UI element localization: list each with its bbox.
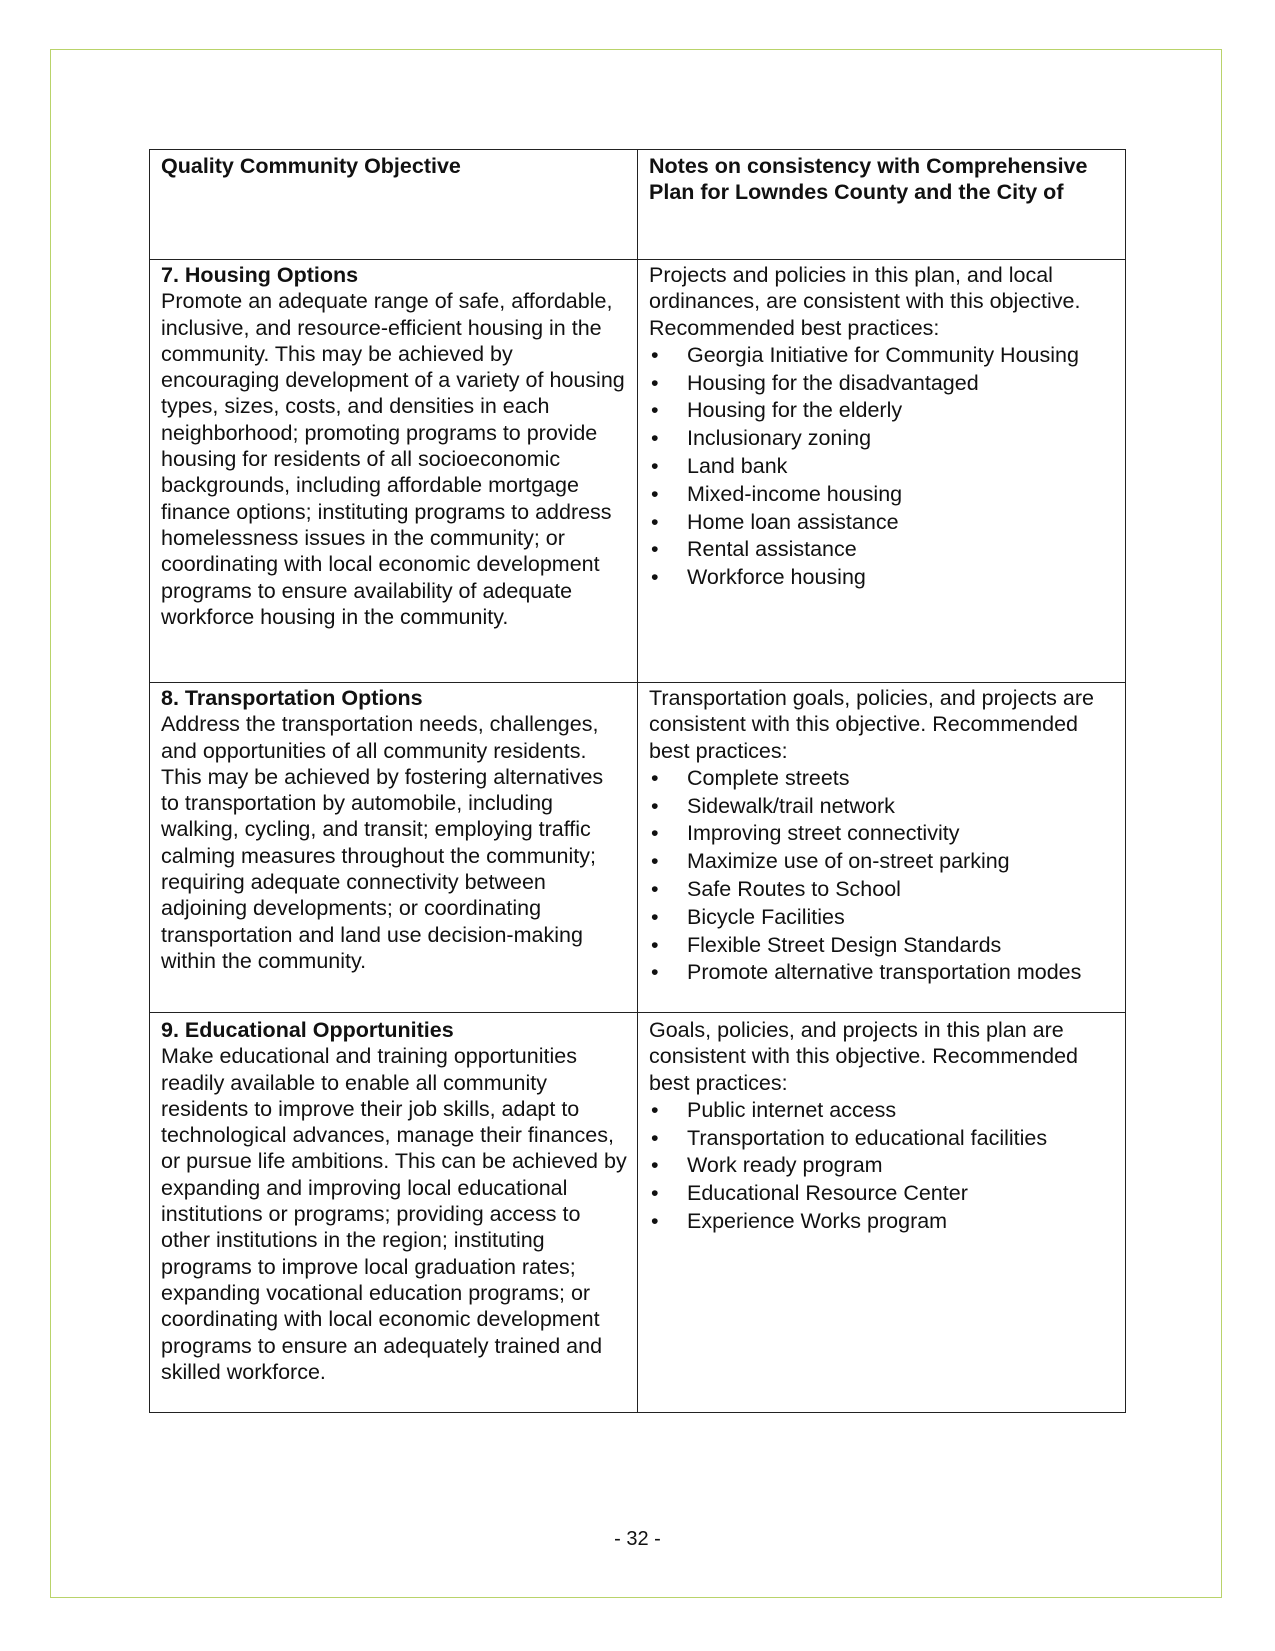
notes-cell (638, 1013, 1126, 1413)
notes-text: Projects and policies in this plan, and local ordinances, are consistent with this objective. Recommended best practices: (649, 263, 1081, 340)
notes-cell (638, 260, 1126, 683)
table-row (150, 1013, 1126, 1413)
list-item: • Georgia Initiative for Community Housing (649, 342, 1115, 370)
best-practices-list (649, 342, 1115, 592)
list-item: • Sidewalk/trail network (649, 793, 1115, 821)
notes-text: Goals, policies, and projects in this plan are consistent with this objective. Recommended best practices: (649, 1018, 1079, 1095)
list-item: • Experience Works program (649, 1208, 1115, 1236)
best-practices-list (649, 1097, 1115, 1236)
list-item: • Public internet access (649, 1097, 1115, 1125)
header-objective: Quality Community Objective (150, 150, 638, 260)
list-item: • Bicycle Facilities (649, 904, 1115, 932)
table-row (150, 260, 1126, 683)
list-item: • Land bank (649, 453, 1115, 481)
list-item: • Rental assistance (649, 536, 1115, 564)
list-item: • Housing for the disadvantaged (649, 370, 1115, 398)
list-item: • Transportation to educational facilities (649, 1125, 1115, 1153)
notes-text: Transportation goals, policies, and projects are consistent with this objective. Recommended best practices: (649, 686, 1094, 763)
objective-title: 7. Housing Options (161, 263, 359, 287)
list-item: • Workforce housing (649, 564, 1115, 592)
objective-cell (150, 260, 638, 683)
list-item: • Complete streets (649, 765, 1115, 793)
list-item: • Improving street connectivity (649, 820, 1115, 848)
objective-description: Address the transportation needs, challenges, and opportunities of all community residents. This may be achieved by fostering alternatives to transportation by automobile, including walking, cycling, and transit; employing traffic calming measures throughout the community; requiring adequate connectivity between adjoining developments; or coordinating transportation and land use decision-making within the community. (161, 712, 604, 973)
objective-description: Make educational and training opportunities readily available to enable all community residents to improve their job skills, adapt to technological advances, manage their finances, or pursue life ambitions. This can be achieved by expanding and improving local educational institutions or programs; providing access to other institutions in the region; instituting programs to improve local graduation rates; expanding vocational education programs; or coordinating with local economic development programs to ensure an adequately trained and skilled workforce. (161, 1044, 627, 1384)
list-item: • Home loan assistance (649, 509, 1115, 537)
list-item: • Educational Resource Center (649, 1180, 1115, 1208)
notes-cell (638, 683, 1126, 1013)
list-item: • Mixed-income housing (649, 481, 1115, 509)
list-item: • Housing for the elderly (649, 397, 1115, 425)
header-notes: Notes on consistency with Comprehensive Plan for Lowndes County and the City of (638, 150, 1126, 260)
list-item: • Inclusionary zoning (649, 425, 1115, 453)
list-item: • Maximize use of on-street parking (649, 848, 1115, 876)
list-item: • Flexible Street Design Standards (649, 932, 1115, 960)
objective-cell (150, 683, 638, 1013)
list-item: • Promote alternative transportation modes (649, 959, 1115, 987)
best-practices-list (649, 765, 1115, 987)
objective-title: 9. Educational Opportunities (161, 1018, 454, 1042)
objective-description: Promote an adequate range of safe, affordable, inclusive, and resource-efficient housing in the community. This may be achieved by encouraging development of a variety of housing types, sizes, costs, and densities in each neighborhood; promoting programs to provide housing for residents of all socioeconomic backgrounds, including affordable mortgage finance options; instituting programs to address homelessness issues in the community; or coordinating with local economic development programs to ensure availability of adequate workforce housing in the community. (161, 289, 625, 629)
objective-title: 8. Transportation Options (161, 686, 423, 710)
table-header-row (150, 150, 1126, 260)
page-number: - 32 - (614, 1528, 661, 1550)
table-row (150, 683, 1126, 1013)
objective-cell (150, 1013, 638, 1413)
quality-community-objectives-table (149, 149, 1126, 1413)
list-item: • Work ready program (649, 1152, 1115, 1180)
list-item: • Safe Routes to School (649, 876, 1115, 904)
